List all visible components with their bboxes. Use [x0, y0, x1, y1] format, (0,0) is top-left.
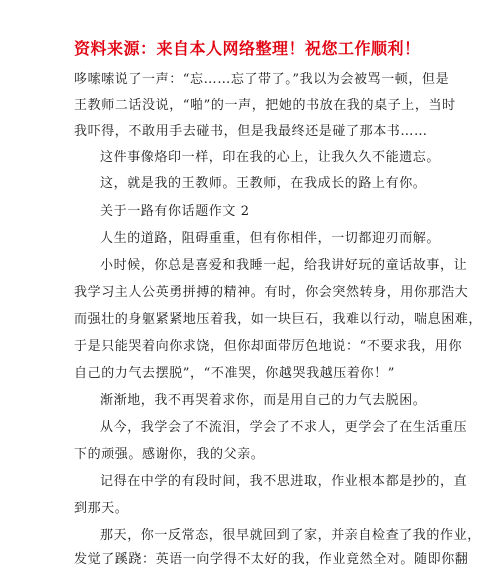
paragraph-line: 渐渐地，我不再哭着求你，而是用自己的力气去脱困。 [100, 393, 427, 408]
paragraph-line: 人生的道路，阻碍重重，但有你相伴，一切都迎刃而解。 [100, 231, 441, 246]
paragraph-line: 于是只能哭着向你求饶，但你却面带厉色地说：“不要求我，用你 [74, 339, 463, 354]
paragraph-line: 哆嗦嗦说了一声：“忘……忘了带了。”我以为会被骂一顿，但是 [74, 72, 450, 87]
paragraph-line: 这，就是我的王教师。王教师，在我成长的路上有你。 [100, 176, 427, 191]
paragraph-line: 下的顽强。感谢你，我的父亲。 [74, 447, 265, 462]
paragraph-line: 小时候，你总是喜爱和我睡一起，给我讲好玩的童话故事，让 [100, 258, 468, 273]
paragraph-line: 从今，我学会了不流泪，学会了不求人，更学会了在生活重压 [100, 420, 468, 435]
section-heading: 关于一路有你话题作文 2 [100, 204, 250, 219]
paragraph-line: 到那天。 [74, 501, 129, 516]
paragraph-line: 我吓得，不敢用手去碰书，但是我最终还是碰了那本书…… [74, 124, 428, 139]
paragraph-line: 而强壮的身躯紧紧地压着我，如一块巨石，我难以行动，喘息困难， [74, 312, 483, 327]
paragraph-line: 那天，你一反常态，很早就回到了家，并亲自检查了我的作业， [100, 528, 481, 543]
paragraph-line: 记得在中学的有段时间，我不思进取，作业根本都是抄的，直 [100, 474, 468, 489]
paragraph-line: 王教师二话没说，“啪”的一声，把她的书放在我的桌子上，当时 [74, 98, 456, 113]
paragraph-line: 自己的力气去摆脱”，“不准哭，你越哭我越压着你！” [74, 366, 395, 381]
paragraph-line: 我学习主人公英勇拼搏的精神。有时，你会突然转身，用你那浩大 [74, 285, 469, 300]
paragraph-line: 这件事像烙印一样，印在我的心上，让我久久不能遗忘。 [100, 150, 441, 165]
source-header: 资料来源：来自本人网络整理！祝您工作顺利！ [74, 39, 421, 58]
paragraph-line: 发觉了蹊跷：英语一向学得不太好的我，作业竟然全对。随即你翻 [74, 552, 469, 567]
